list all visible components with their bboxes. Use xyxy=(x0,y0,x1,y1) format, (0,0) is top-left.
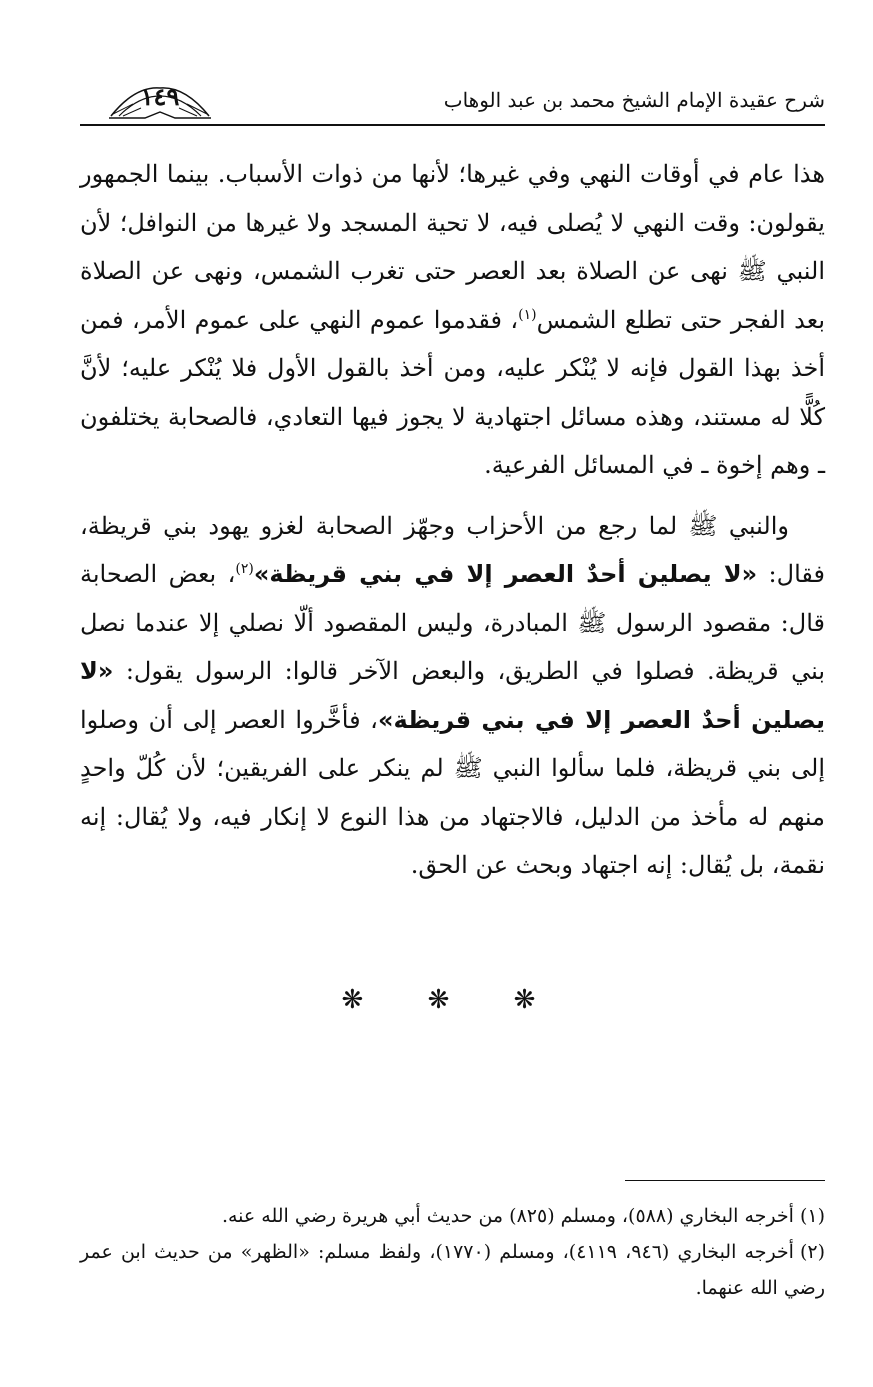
footnote-2: (٢)أخرجه البخاري (٩٤٦، ٤١١٩)، ومسلم (١٧٧٠)، ولفظ مسلم: «الظهر» من حديث ابن عمر رضي الله عنهما. xyxy=(80,1241,826,1299)
hadith-quote: «لا يصلين أحدٌ العصر إلا في بني قريظة» xyxy=(253,560,758,588)
hadith-quote: «لا يصلين أحدٌ العصر إلا في بني قريظة» xyxy=(80,657,826,734)
page-number-ornament xyxy=(105,78,215,118)
book-title: شرح عقيدة الإمام الشيخ محمد بن عبد الوهاب xyxy=(443,88,825,112)
page-number: ١٤٩ xyxy=(140,82,180,111)
footnotes xyxy=(80,1198,825,1306)
main-text xyxy=(80,150,825,890)
header-divider xyxy=(80,124,825,126)
footnote-1: (١)أخرجه البخاري (٥٨٨)، ومسلم (٨٢٥) من حديث أبي هريرة رضي الله عنه. xyxy=(221,1205,825,1227)
section-separator: ❋ ❋ ❋ xyxy=(341,985,564,1015)
footnote-ref-2: (٢) xyxy=(235,561,254,577)
page-header xyxy=(80,78,825,128)
footnote-ref-1: (١) xyxy=(518,306,537,323)
paragraph-2: والنبي ﷺ لما رجع من الأحزاب وجهّز الصحابة لغزو يهود بني قريظة، فقال: «لا يصلين أحدٌ العصر إلا في بني قريظة»$^{(٢)}$، بعض الصحابة قال: مقصود الرسول ﷺ المبادرة، وليس المقصود ألّا نصلي إلا عندما نصل بني قريظة. فصلوا في الطريق، والبعض الآخر قالوا: الرسول يقول: «لا يصلين أحدٌ العصر إلا في بني قريظة»، فأخَّروا العصر إلى أن وصلوا إلى بني قريظة، فلما سألوا النبي ﷺ لم ينكر على الفريقين؛ لأن كُلّ واحدٍ منهم له مأخذ من الدليل، فالاجتهاد من هذا النوع لا إنكار فيه، ولا يُقال: إنه نقمة، بل يُقال: إنه اجتهاد وبحث عن الحق. xyxy=(80,511,826,879)
paragraph-1: هذا عام في أوقات النهي وفي غيرها؛ لأنها من ذوات الأسباب. بينما الجمهور يقولون: وقت النهي لا يُصلى فيه، لا تحية المسجد ولا غيرها من النوافل؛ لأن النبي ﷺ نهى عن الصلاة بعد العصر حتى تغرب الشمس، ونهى عن الصلاة بعد الفجر حتى تطلع الشمس$^{(١)}$، فقدموا عموم النهي على عموم الأمر، فمن أخذ بهذا القول فإنه لا يُنْكر عليه، ومن أخذ بالقول الأول فلا يُنْكر عليه؛ لأنَّ كُلًّا له مستند، وهذه مسائل اجتهادية لا يجوز فيها التعادي، فالصحابة يختلفون ـ وهم إخوة ـ في المسائل الفرعية. xyxy=(80,160,826,479)
footnote-divider xyxy=(625,1180,825,1181)
